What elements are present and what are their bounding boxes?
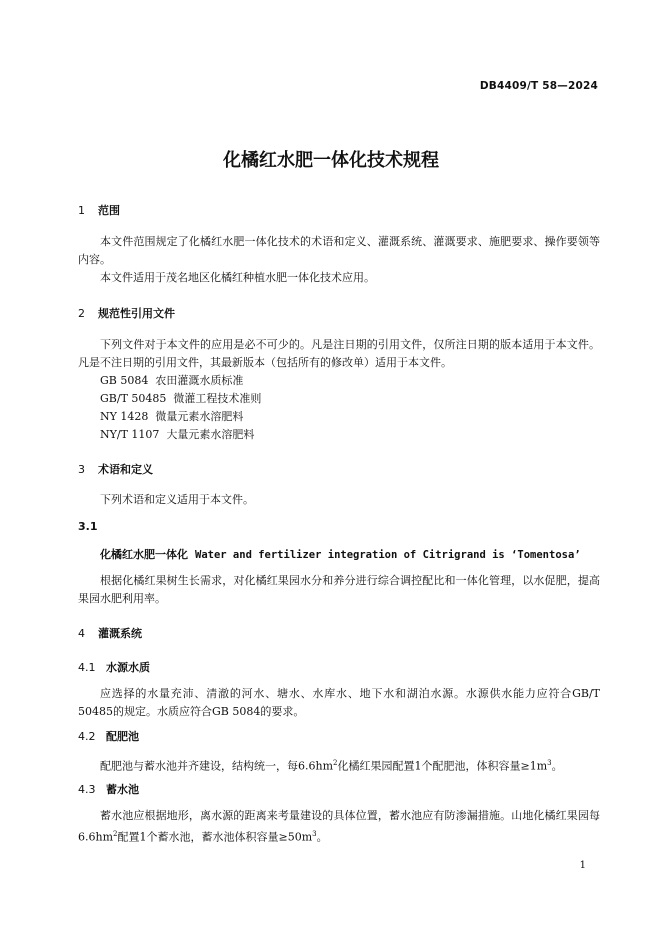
term-entry (100, 546, 581, 562)
section-title: 范围 (98, 204, 120, 217)
section-heading-4 (78, 625, 142, 641)
term-chinese: 化橘红水肥一体化 (100, 548, 188, 561)
section-number: 2 (78, 307, 85, 320)
text-run: 化橘红果园配置1个配肥池，体积容量≥1m (337, 759, 548, 773)
text-run: 配肥池与蓄水池并齐建设，结构统一，每6.6hm (100, 759, 334, 773)
reference-item: GB 5084 农田灌溉水质标准 (100, 374, 244, 387)
section-heading-2 (78, 305, 175, 321)
subsection-title: 水源水质 (106, 661, 150, 674)
subsection-number: 4.2 (78, 730, 96, 743)
section-heading-3 (78, 461, 153, 477)
text-run: 蓄水池应根据地形，离水源的距离来考量建设的具体位置，蓄水池应有防渗漏措施。山地化橘红果园每6.6hm (78, 809, 600, 844)
text-run: 。 (316, 830, 328, 844)
reference-item: NY/T 1107 大量元素水溶肥料 (100, 428, 255, 441)
paragraph: 配肥池与蓄水池并齐建设，结构统一，每$6.6hm^2$化橘红果园配置1个配肥池，体积容量$\ge 1m^3$。 (100, 759, 563, 773)
section-title: 灌溉系统 (98, 627, 142, 640)
section-number: 4 (78, 627, 85, 640)
section-title: 术语和定义 (98, 463, 153, 476)
subsection-heading-4-3 (78, 781, 139, 797)
subsection-number-text: 3.1 (78, 520, 98, 533)
text-run: 配置1个蓄水池，蓄水池体积容量≥50m (117, 830, 313, 844)
section-number: 1 (78, 204, 85, 217)
paragraph: 应选择的水量充沛、清澈的河水、塘水、水库水、地下水和湖泊水源。水源供水能力应符合GB/T 50485的规定。水质应符合GB 5084的要求。 (78, 687, 600, 718)
reference-item: GB/T 50485 微灌工程技术准则 (100, 392, 262, 405)
paragraph: 本文件适用于茂名地区化橘红种植水肥一体化技术应用。 (100, 271, 375, 284)
subsection-heading-4-2 (78, 728, 139, 744)
subsection-title: 配肥池 (106, 730, 139, 743)
section-heading-1 (78, 202, 120, 218)
subsection-number: 4.1 (78, 661, 96, 674)
subsection-title: 蓄水池 (106, 783, 139, 796)
paragraph: 本文件范围规定了化橘红水肥一体化技术的术语和定义、灌溉系统、灌溉要求、施肥要求、操作要领等内容。 (78, 235, 600, 266)
paragraph: 蓄水池应根据地形，离水源的距离来考量建设的具体位置，蓄水池应有防渗漏措施。山地化橘红果园每$6.6hm^2$配置1个蓄水池，蓄水池体积容量$\ge 50m^3$。 (78, 809, 600, 844)
paragraph: 下列文件对于本文件的应用是必不可少的。凡是注日期的引用文件，仅所注日期的版本适用于本文件。凡是不注日期的引用文件，其最新版本（包括所有的修改单）适用于本文件。 (78, 338, 600, 369)
subsection-number (78, 520, 98, 533)
paragraph: 下列术语和定义适用于本文件。 (100, 493, 254, 506)
term-definition: 根据化橘红果树生长需求，对化橘红果园水分和养分进行综合调控配比和一体化管理，以水促肥，提高果园水肥利用率。 (78, 574, 600, 605)
standard-number: DB4409/T 58—2024 (479, 80, 598, 92)
subsection-number: 4.3 (78, 783, 96, 796)
subsection-heading-4-1 (78, 659, 150, 675)
page-number: 1 (579, 860, 586, 871)
section-title: 规范性引用文件 (98, 307, 175, 320)
document-title: 化橘红水肥一体化技术规程 (223, 150, 439, 171)
reference-item: NY 1428 微量元素水溶肥料 (100, 410, 244, 423)
text-run: 。 (551, 759, 563, 773)
section-number: 3 (78, 463, 85, 476)
term-english: Water and fertilizer integration of Citrigrand is ‘Tomentosa’ (195, 549, 581, 561)
